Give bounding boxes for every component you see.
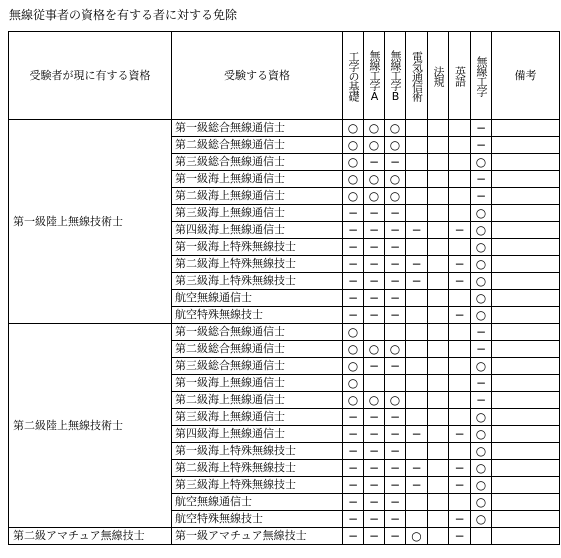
remarks-cell	[492, 341, 560, 358]
exemption-mark-cell: −	[385, 154, 406, 171]
exemption-mark-cell: −	[385, 307, 406, 324]
exemption-mark-cell: ○	[471, 205, 492, 222]
exemption-mark-cell	[428, 324, 449, 341]
exemption-mark-cell	[406, 171, 428, 188]
exemption-mark-cell: ○	[471, 511, 492, 528]
exemption-mark-cell: ○	[364, 392, 385, 409]
exemption-mark-cell: −	[364, 528, 385, 545]
remarks-cell	[492, 239, 560, 256]
holder-qualification-cell: 第二級陸上無線技術士	[9, 324, 172, 528]
exemption-mark-cell: −	[385, 460, 406, 477]
exemption-mark-cell: −	[406, 222, 428, 239]
exam-qualification-cell: 第二級海上特殊無線技士	[172, 460, 343, 477]
exam-qualification-cell: 第一級アマチュア無線技士	[172, 528, 343, 545]
exemption-mark-cell: ○	[385, 341, 406, 358]
exemption-mark-cell: ○	[343, 341, 364, 358]
exemption-mark-cell	[449, 239, 471, 256]
exemption-mark-cell	[428, 477, 449, 494]
exemption-mark-cell: −	[385, 477, 406, 494]
exam-qualification-cell: 第一級海上特殊無線技士	[172, 239, 343, 256]
exemption-mark-cell	[428, 256, 449, 273]
exam-qualification-cell: 第一級海上無線通信士	[172, 171, 343, 188]
exemption-mark-cell	[428, 358, 449, 375]
exemption-mark-cell	[428, 188, 449, 205]
exemption-table	[8, 31, 560, 545]
exemption-mark-cell	[471, 528, 492, 545]
subject-header: 法規	[428, 32, 449, 120]
exam-qualification-cell: 第三級海上特殊無線技士	[172, 477, 343, 494]
remarks-cell	[492, 256, 560, 273]
remarks-cell	[492, 528, 560, 545]
exemption-mark-cell	[449, 375, 471, 392]
exemption-mark-cell	[428, 273, 449, 290]
exemption-mark-cell	[428, 392, 449, 409]
exemption-mark-cell: ○	[471, 443, 492, 460]
exemption-mark-cell: ○	[343, 358, 364, 375]
subject-header: 英語	[449, 32, 471, 120]
exemption-mark-cell	[364, 324, 385, 341]
exemption-mark-cell: ○	[385, 171, 406, 188]
exemption-mark-cell	[428, 290, 449, 307]
exam-qualification-cell: 第一級海上特殊無線技士	[172, 443, 343, 460]
exemption-mark-cell: −	[449, 511, 471, 528]
holder-qualification-cell: 第一級陸上無線技術士	[9, 120, 172, 324]
subject-header: 電気通信術	[406, 32, 428, 120]
exemption-mark-cell	[449, 409, 471, 426]
exemption-mark-cell: −	[385, 409, 406, 426]
exemption-mark-cell: ○	[364, 137, 385, 154]
remarks-cell	[492, 426, 560, 443]
exemption-mark-cell: −	[406, 477, 428, 494]
exemption-mark-cell: −	[385, 528, 406, 545]
remarks-cell	[492, 443, 560, 460]
exemption-mark-cell	[406, 392, 428, 409]
exemption-mark-cell: ○	[471, 477, 492, 494]
exemption-mark-cell: ○	[343, 137, 364, 154]
exam-qualification-cell: 第二級総合無線通信士	[172, 341, 343, 358]
exemption-mark-cell	[449, 290, 471, 307]
exemption-mark-cell: ○	[343, 120, 364, 137]
exemption-mark-cell	[449, 154, 471, 171]
exemption-mark-cell: ○	[343, 154, 364, 171]
exemption-mark-cell: ○	[385, 392, 406, 409]
exam-qualification-cell: 第二級海上無線通信士	[172, 188, 343, 205]
exemption-mark-cell: −	[343, 222, 364, 239]
exemption-mark-cell: −	[406, 256, 428, 273]
exemption-mark-cell: ○	[471, 256, 492, 273]
exemption-mark-cell: −	[364, 511, 385, 528]
exemption-mark-cell: −	[471, 341, 492, 358]
exemption-mark-cell: ○	[471, 460, 492, 477]
exam-qualification-cell: 第二級海上無線通信士	[172, 392, 343, 409]
exemption-mark-cell: −	[364, 290, 385, 307]
exemption-mark-cell: −	[471, 120, 492, 137]
exemption-mark-cell: −	[364, 222, 385, 239]
exemption-mark-cell	[449, 120, 471, 137]
exemption-mark-cell	[449, 443, 471, 460]
exemption-mark-cell: −	[364, 426, 385, 443]
exemption-mark-cell: ○	[471, 290, 492, 307]
exemption-mark-cell	[406, 443, 428, 460]
exemption-mark-cell: −	[343, 290, 364, 307]
exemption-mark-cell: −	[449, 273, 471, 290]
exemption-mark-cell: −	[406, 273, 428, 290]
exemption-mark-cell	[428, 154, 449, 171]
exemption-mark-cell	[428, 137, 449, 154]
exemption-mark-cell: ○	[343, 188, 364, 205]
exemption-mark-cell	[406, 409, 428, 426]
remarks-cell	[492, 409, 560, 426]
remarks-cell	[492, 392, 560, 409]
exemption-mark-cell: −	[364, 460, 385, 477]
exemption-mark-cell: ○	[471, 273, 492, 290]
exemption-mark-cell	[449, 341, 471, 358]
exemption-mark-cell: −	[364, 256, 385, 273]
exemption-mark-cell	[428, 443, 449, 460]
exemption-mark-cell: −	[343, 409, 364, 426]
exemption-mark-cell	[364, 375, 385, 392]
exemption-mark-cell: −	[385, 256, 406, 273]
exemption-mark-cell	[406, 494, 428, 511]
exemption-mark-cell	[449, 205, 471, 222]
exemption-mark-cell	[385, 324, 406, 341]
exemption-mark-cell	[406, 307, 428, 324]
exam-qualification-cell: 第三級総合無線通信士	[172, 358, 343, 375]
holder-qualification-cell: 第二級アマチュア無線技士	[9, 528, 172, 545]
exemption-mark-cell	[428, 528, 449, 545]
table-row	[9, 528, 560, 545]
exam-qualification-cell: 第三級海上特殊無線技士	[172, 273, 343, 290]
exemption-mark-cell: −	[385, 443, 406, 460]
exemption-mark-cell: −	[471, 171, 492, 188]
exemption-mark-cell: ○	[471, 494, 492, 511]
exemption-mark-cell: −	[385, 273, 406, 290]
exemption-mark-cell: ○	[471, 358, 492, 375]
exam-qualification-cell: 航空無線通信士	[172, 494, 343, 511]
remarks-cell	[492, 477, 560, 494]
exemption-mark-cell: −	[449, 256, 471, 273]
remarks-cell	[492, 154, 560, 171]
exemption-mark-cell: −	[364, 273, 385, 290]
exemption-mark-cell: −	[449, 307, 471, 324]
remarks-cell	[492, 358, 560, 375]
exemption-mark-cell: ○	[385, 137, 406, 154]
exemption-mark-cell: −	[364, 205, 385, 222]
exemption-mark-cell	[385, 375, 406, 392]
exemption-mark-cell: −	[385, 222, 406, 239]
exemption-mark-cell	[406, 358, 428, 375]
exam-qualification-cell: 第一級総合無線通信士	[172, 120, 343, 137]
exemption-mark-cell	[406, 324, 428, 341]
remarks-cell	[492, 375, 560, 392]
page-title: 無線従事者の資格を有する者に対する免除	[9, 8, 238, 22]
exemption-mark-cell: ○	[406, 528, 428, 545]
exemption-mark-cell	[428, 341, 449, 358]
exam-qualification-cell: 第二級総合無線通信士	[172, 137, 343, 154]
exemption-mark-cell: ○	[343, 324, 364, 341]
exemption-mark-cell	[428, 460, 449, 477]
exam-qualification-cell: 第三級総合無線通信士	[172, 154, 343, 171]
exemption-mark-cell: ○	[364, 171, 385, 188]
exemption-mark-cell	[428, 205, 449, 222]
exemption-mark-cell: −	[385, 426, 406, 443]
exemption-mark-cell: ○	[385, 120, 406, 137]
table-row	[9, 120, 560, 137]
exemption-mark-cell: −	[385, 205, 406, 222]
exemption-mark-cell: −	[449, 426, 471, 443]
exemption-mark-cell	[406, 120, 428, 137]
remarks-cell	[492, 137, 560, 154]
exam-qualification-cell: 第四級海上無線通信士	[172, 222, 343, 239]
exemption-mark-cell	[406, 511, 428, 528]
exam-qualification-cell: 第四級海上無線通信士	[172, 426, 343, 443]
exam-qualification-cell: 第一級総合無線通信士	[172, 324, 343, 341]
exemption-mark-cell: ○	[471, 426, 492, 443]
table-row	[9, 324, 560, 341]
exemption-mark-cell	[406, 239, 428, 256]
exemption-mark-cell	[428, 239, 449, 256]
exemption-mark-cell: −	[471, 137, 492, 154]
exemption-mark-cell	[406, 290, 428, 307]
exemption-mark-cell: ○	[471, 307, 492, 324]
exemption-mark-cell	[406, 375, 428, 392]
exemption-mark-cell: −	[364, 154, 385, 171]
exemption-mark-cell: −	[364, 307, 385, 324]
remarks-header: 備考	[492, 32, 560, 120]
exemption-mark-cell	[428, 494, 449, 511]
remarks-cell	[492, 511, 560, 528]
exemption-mark-cell: −	[471, 392, 492, 409]
exam-qualification-cell: 第二級海上特殊無線技士	[172, 256, 343, 273]
exemption-mark-cell	[406, 154, 428, 171]
exemption-mark-cell: −	[449, 477, 471, 494]
remarks-cell	[492, 460, 560, 477]
exemption-mark-cell	[449, 494, 471, 511]
exemption-mark-cell	[449, 171, 471, 188]
exam-qualification-cell: 航空特殊無線技士	[172, 511, 343, 528]
exemption-mark-cell: ○	[343, 392, 364, 409]
exemption-mark-cell	[449, 137, 471, 154]
remarks-cell	[492, 205, 560, 222]
exemption-mark-cell	[449, 324, 471, 341]
exemption-mark-cell	[428, 222, 449, 239]
exemption-mark-cell	[406, 205, 428, 222]
exam-qualification-cell: 航空特殊無線技士	[172, 307, 343, 324]
remarks-cell	[492, 188, 560, 205]
exemption-mark-cell: ○	[471, 222, 492, 239]
exemption-mark-cell: −	[343, 256, 364, 273]
exemption-mark-cell	[428, 120, 449, 137]
remarks-cell	[492, 171, 560, 188]
exemption-mark-cell: −	[343, 426, 364, 443]
exemption-mark-cell	[428, 171, 449, 188]
exemption-mark-cell: −	[364, 358, 385, 375]
exemption-mark-cell: −	[343, 273, 364, 290]
exemption-mark-cell	[449, 392, 471, 409]
exemption-mark-cell: −	[471, 375, 492, 392]
exam-qualification-cell: 第三級海上無線通信士	[172, 205, 343, 222]
exemption-mark-cell	[428, 511, 449, 528]
exemption-mark-cell: ○	[364, 188, 385, 205]
exemption-mark-cell	[449, 188, 471, 205]
subject-header: 無線工学	[471, 32, 492, 120]
remarks-cell	[492, 494, 560, 511]
exemption-mark-cell: ○	[385, 188, 406, 205]
exemption-mark-cell: −	[385, 358, 406, 375]
subject-header: 無線工学B	[385, 32, 406, 120]
exemption-mark-cell: −	[343, 511, 364, 528]
exemption-mark-cell: −	[343, 443, 364, 460]
exemption-mark-cell: −	[406, 460, 428, 477]
remarks-cell	[492, 307, 560, 324]
remarks-cell	[492, 324, 560, 341]
exemption-mark-cell: −	[385, 511, 406, 528]
header-row	[9, 32, 560, 120]
exemption-mark-cell: −	[364, 239, 385, 256]
exemption-mark-cell	[406, 341, 428, 358]
exemption-mark-cell: −	[449, 222, 471, 239]
exam-qualification-cell: 第一級海上無線通信士	[172, 375, 343, 392]
exemption-mark-cell: −	[449, 528, 471, 545]
exemption-mark-cell: −	[364, 443, 385, 460]
exemption-mark-cell: ○	[343, 171, 364, 188]
exemption-mark-cell	[406, 137, 428, 154]
exemption-mark-cell	[428, 409, 449, 426]
subject-header: 工学の基礎	[343, 32, 364, 120]
exemption-mark-cell: −	[343, 528, 364, 545]
exemption-mark-cell: −	[364, 494, 385, 511]
exemption-mark-cell: −	[343, 239, 364, 256]
exam-header: 受験する資格	[172, 32, 343, 120]
exemption-mark-cell: ○	[471, 409, 492, 426]
exemption-mark-cell: −	[385, 290, 406, 307]
exemption-mark-cell: ○	[364, 120, 385, 137]
subject-header: 無線工学A	[364, 32, 385, 120]
exemption-mark-cell: −	[343, 307, 364, 324]
exemption-mark-cell: −	[449, 460, 471, 477]
exemption-mark-cell: −	[364, 409, 385, 426]
exemption-mark-cell	[449, 358, 471, 375]
remarks-cell	[492, 273, 560, 290]
exemption-mark-cell: ○	[343, 375, 364, 392]
exemption-mark-cell: −	[343, 460, 364, 477]
exam-qualification-cell: 航空無線通信士	[172, 290, 343, 307]
exemption-mark-cell: −	[385, 494, 406, 511]
exemption-mark-cell: −	[471, 188, 492, 205]
exemption-mark-cell: −	[343, 494, 364, 511]
exam-qualification-cell: 第三級海上無線通信士	[172, 409, 343, 426]
exemption-mark-cell: ○	[364, 341, 385, 358]
exemption-mark-cell	[406, 188, 428, 205]
exemption-mark-cell: ○	[471, 154, 492, 171]
exemption-mark-cell	[428, 426, 449, 443]
exemption-mark-cell: ○	[471, 239, 492, 256]
exemption-mark-cell	[428, 307, 449, 324]
exemption-mark-cell: −	[406, 426, 428, 443]
table-body	[9, 120, 560, 545]
holder-header: 受験者が現に有する資格	[9, 32, 172, 120]
exemption-mark-cell: −	[343, 477, 364, 494]
exemption-mark-cell: −	[364, 477, 385, 494]
remarks-cell	[492, 290, 560, 307]
exemption-mark-cell: −	[471, 324, 492, 341]
exemption-mark-cell: −	[385, 239, 406, 256]
exemption-mark-cell	[428, 375, 449, 392]
exemption-mark-cell: −	[343, 205, 364, 222]
remarks-cell	[492, 222, 560, 239]
remarks-cell	[492, 120, 560, 137]
